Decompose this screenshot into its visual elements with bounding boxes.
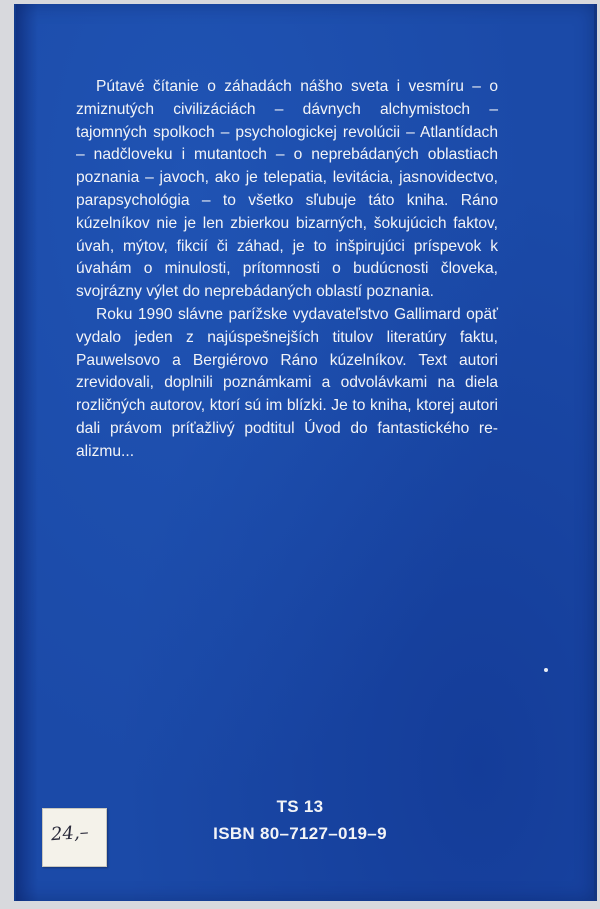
blurb-paragraph-1: Pútavé čítanie o záhadách nášho sveta i vesmíru – o zmiznutých civilizáciách – dávnych alchymistoch – tajomných spolkoch – psychologickej revolúcii – Atlantídach – nadčloveku i mutantoch – o neprebádaných oblastiach poznania – javoch, ako je telepatia, levitácia, jasnovidectvo, parapsychológia – to všetko sľubuje táto kniha. Ráno kúzelníkov nie je len zbierkou bizarných, šokujúcich faktov, úvah, mýtov, fikcií či záhad, je to inšpirujúci príspevok k úvahám o minulosti, prítomnosti o budúcnosti človeka, svojrázny výlet do neprebádaných oblastí poznania. [76, 78, 498, 301]
publication-codes [180, 793, 420, 847]
paper-speck [544, 668, 548, 672]
series-code: TS 13 [276, 797, 324, 816]
spine-shadow [16, 4, 38, 901]
blurb-text [76, 76, 498, 464]
blurb-paragraph-2: Roku 1990 slávne parížske vydavateľstvo Gallimard opäť vydalo jeden z najúspešnejších titulov literatúry faktu, Pauwelsovo a Bergiérovo Ráno kúzelníkov. Text autori zrevidovali, doplnili poznámkami a odvolávkami na diela rozličných autorov, ktorí sú im blízki. Je to kniha, ktorej autori dali právom príťažlivý podtitul Úvod do fantastického realizmu... [76, 305, 498, 460]
price-sticker [42, 808, 107, 867]
isbn-number: ISBN 80–7127–019–9 [213, 824, 387, 843]
handwritten-price: 24,– [50, 821, 90, 846]
